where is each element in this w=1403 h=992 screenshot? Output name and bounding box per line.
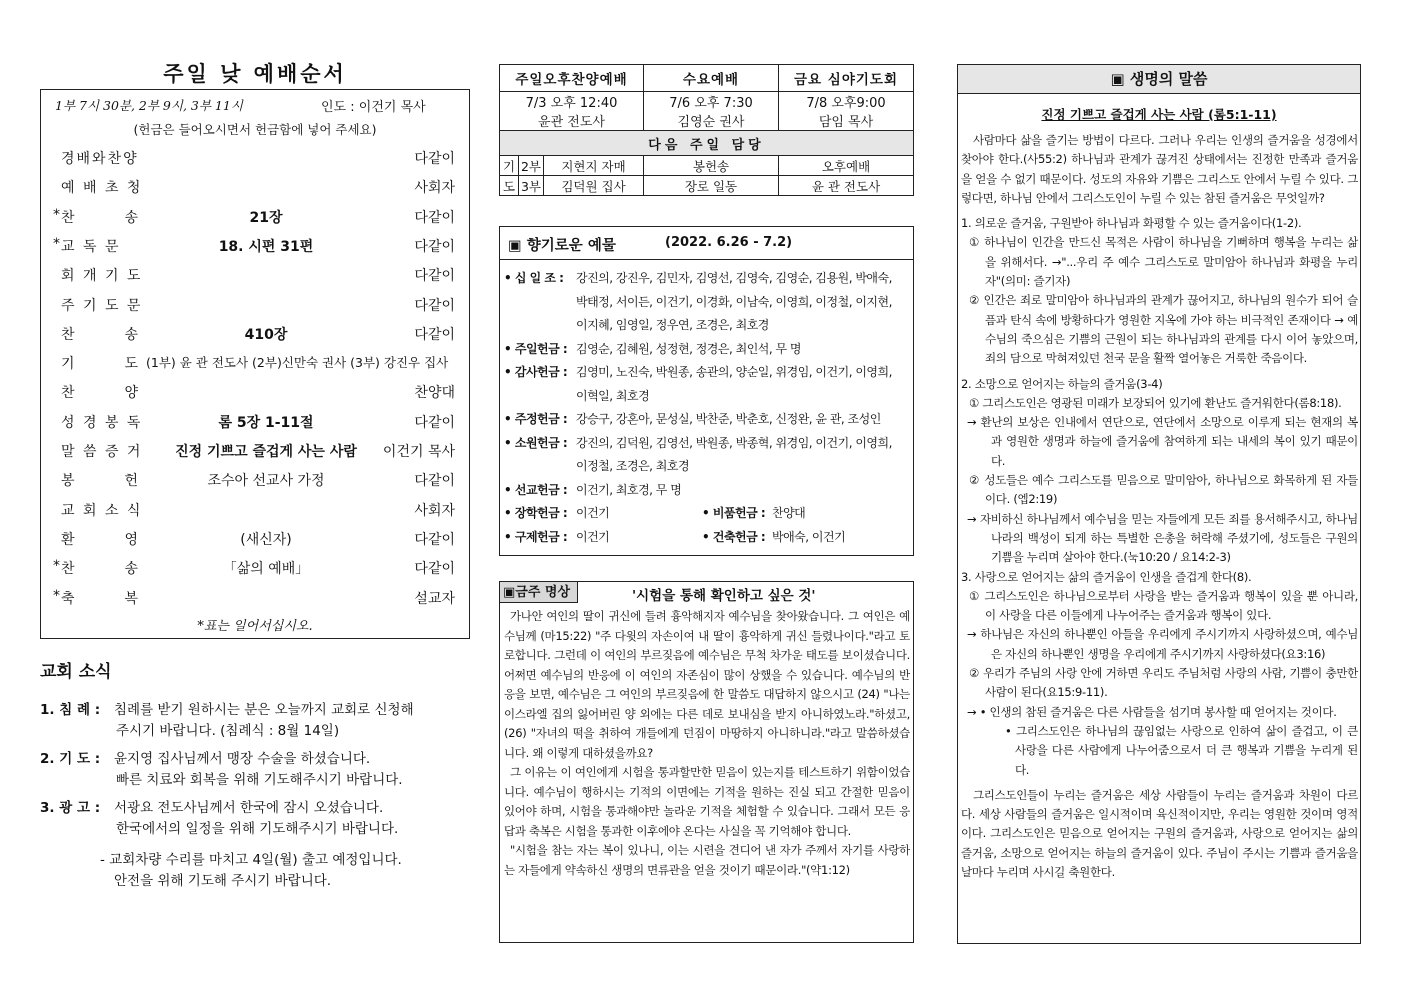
- sermon-subpoint: ① 그리스도인은 영광된 미래가 보장되어 있기에 환난도 즐거워한다(롬8:18).: [969, 395, 1342, 410]
- offering-names: 찬양대: [772, 506, 806, 520]
- order-item-person: 다같이: [414, 531, 455, 548]
- offering-type: • 비품헌금 :: [702, 506, 766, 520]
- sermon-point: 1. 의로운 즐거움, 구원받아 하나님과 화평할 수 있는 즐거움이다(1-2).: [961, 216, 1302, 231]
- order-item-content: 진정 기쁘고 즐겁게 사는 사람: [175, 444, 357, 460]
- order-item-label: 교 회 소 식: [61, 502, 143, 519]
- offering-names: 강진의, 김덕원, 김영선, 박원종, 박종혁, 위경임, 이건기, 이영희,: [576, 435, 892, 450]
- order-item-label: 주 기 도 문: [61, 297, 143, 314]
- order-item-label: 찬 양: [61, 385, 141, 402]
- offering-names: 이건기: [576, 529, 610, 544]
- offerings-title: ▣ 향기로운 예물: [508, 238, 616, 254]
- next-sunday-title: 다음 주일 담당: [500, 131, 914, 156]
- order-item-label: 성 경 봉 독: [61, 414, 143, 431]
- service-date: 7/3 오후 12:40: [500, 92, 644, 112]
- news-extra-line: - 교회차량 수리를 마치고 4일(월) 출고 예정입니다.: [100, 852, 402, 868]
- order-item-name: [61, 529, 161, 549]
- order-item-name: [61, 148, 161, 168]
- order-item-person: 다같이: [414, 297, 455, 314]
- order-item-name: [53, 235, 161, 256]
- news-extra: [100, 850, 402, 892]
- offering-names: 이건기: [576, 506, 610, 520]
- offering-names: 강진의, 강진우, 김민자, 김영선, 김영숙, 김영순, 김용원, 박애숙,: [576, 271, 892, 285]
- order-item-name: [61, 441, 161, 461]
- prayer-name: 김덕원 집사: [544, 176, 644, 196]
- evening-service-label: 오후예배: [779, 156, 914, 176]
- order-item-label: 축 복: [61, 590, 141, 607]
- order-item-content: 조수아 선교사 가정: [207, 473, 325, 490]
- prayer-label: 도: [500, 176, 519, 196]
- sermon-subpoint: → 하나님은 자신의 하나뿐인 아들을 우리에게 주시기까지 사랑하셨으며, 예수님은 자신의 하나뿐인 생명을 우리에게 주시기까지 사랑하셨다(요3:16): [967, 627, 1358, 661]
- order-item-person: 다같이: [414, 238, 455, 255]
- sermon-subpoint: → • 인생의 참된 즐거움은 다른 사람들을 섬기며 봉사할 때 얻어지는 것이다.: [967, 704, 1337, 719]
- news-label: 1. 침 례 :: [40, 702, 101, 718]
- order-item-label: 경배와찬양: [61, 151, 139, 167]
- order-item-content: (새신자): [240, 531, 292, 548]
- worship-order-box: [40, 89, 470, 639]
- sermon-subpoint: • 그리스도인은 하나님의 끊임없는 사랑으로 인하여 삶이 즐겁고, 이 큰사랑을 다른 사람에게 나누어줌으로서 더 큰 행복과 기쁨을 누리게 된다.: [1005, 723, 1358, 777]
- order-item-person: 찬양대: [414, 385, 455, 402]
- order-item-name: [61, 382, 161, 402]
- offerings-date: (2022. 6.26 - 7.2): [665, 235, 793, 250]
- order-item-person: 사회자: [414, 502, 455, 519]
- offering-names: 이건기, 최호경, 무 명: [576, 482, 682, 497]
- order-item-content: (1부) 윤 관 전도사 (2부)신만숙 권사 (3부) 강진우 집사: [146, 355, 449, 371]
- order-item-label: 봉 헌: [61, 473, 141, 490]
- service-leader: 인도 : 이건기 목사: [321, 100, 426, 115]
- service-header: 수요예배: [644, 65, 779, 92]
- offering-type: • 주일헌금 :: [504, 341, 568, 356]
- order-item-name: [61, 265, 161, 285]
- prayer-part: 2부: [519, 156, 544, 176]
- offerings-box: [499, 226, 914, 556]
- offering-type-label: [504, 363, 567, 380]
- sermon-intro: 사람마다 삶을 즐기는 방법이 다르다. 그러나 우리는 인생의 즐거움을 성경에서 찾아야 한다.(사55:2) 하나님과 관계가 끊겨진 상태에서는 진정한 만족과 즐거움을 얻을 수 없기 때문이다. 성도의 자유와 기쁨은 그리스도 안에서 누릴 수 있다. 그렇다면, 하나님 안에서 그리스도인이 누릴 수 있는 참된 즐거움은 무엇일까?: [961, 133, 1358, 205]
- order-item-name: [61, 324, 161, 344]
- offering-names: 강승구, 강혼아, 문성실, 박찬준, 박춘호, 신정완, 윤 관, 조성인: [576, 412, 881, 426]
- worship-order-row: [41, 412, 469, 441]
- services-table: [499, 64, 914, 196]
- meditation-box: [499, 581, 914, 943]
- order-item-person: 다같이: [414, 561, 455, 578]
- standing-mark: *: [53, 587, 62, 604]
- stand-note: *표는 일어서십시오.: [197, 619, 313, 634]
- meditation-title: '시험을 통해 확인하고 싶은 것': [632, 588, 816, 604]
- order-item-name: [61, 177, 161, 197]
- offering-names: 박태정, 서이든, 이건기, 이경화, 이남숙, 이영희, 이정철, 이지현,: [576, 294, 892, 309]
- sermon-subpoint: ② 성도들은 예수 그리스도를 믿음으로 말미암아, 하나님으로 화목하게 된 자들이다. (엡2:19): [969, 473, 1358, 507]
- offering-type: • 선교헌금 :: [504, 482, 568, 497]
- prayer-label: 기: [500, 156, 519, 176]
- news-label: 3. 광 고 :: [40, 800, 101, 816]
- church-news-title: 교회 소식: [40, 662, 112, 682]
- offering-names: 이혁일, 최호경: [576, 388, 650, 403]
- sermon-subpoint: ② 우리가 주님의 사랑 안에 거하면 우리도 주님처럼 사랑의 사람, 기쁨이 충만한 사람이 된다(요15:9-11).: [969, 666, 1358, 700]
- offering-note: (헌금은 들어오시면서 헌금함에 넣어 주세요): [133, 122, 377, 137]
- offering-names: 김영미, 노진숙, 박원종, 송관의, 양순일, 위경임, 이건기, 이영희,: [576, 365, 892, 379]
- order-item-person: 다같이: [414, 151, 455, 167]
- meditation-paragraph: 가나안 여인의 딸이 귀신에 들려 흉악해지자 예수님을 찾아왔습니다. 그 여인은 예수님께 (마15:22) "주 다윗의 자손이여 내 딸이 흉악하게 귀신 들렸나이다."라고 토로합니다. 그런데 이 여인의 부르짖음에 예수님은 무척 차가운 태도를 보이셨습니다. 어쩌면 예수님의 반응에 이 여인의 자존심이 많이 상했을 수 있습니다. 예수님의 반응을 보면, 예수님은 그 여인의 부르짖음에 한 말씀도 대답하지 않으시고 (24) "나는 이스라엘 집의 잃어버린 양 외에는 다른 데로 보내심을 받지 아니하였노라."하셨고, (26) "자녀의 떡을 취하여 개들에게 던짐이 마땅하지 아니하니라."라고 말씀하셨습니다. 왜 이렇게 대하셨을까요?: [504, 609, 910, 760]
- worship-order-row: [41, 529, 469, 558]
- order-item-content: 21장: [249, 209, 283, 226]
- service-date: 7/6 오후 7:30: [644, 92, 779, 112]
- sermon-header: ▣ 생명의 말씀: [958, 65, 1360, 94]
- order-item-person: 다같이: [414, 209, 455, 226]
- order-item-person: 다같이: [414, 414, 455, 431]
- worship-order-row: [41, 324, 469, 353]
- offering-type-label: [504, 340, 567, 357]
- offering-type: • 감사헌금 :: [504, 365, 568, 379]
- service-times: 1부 7시 30분, 2부 9시, 3부 11시: [55, 98, 243, 113]
- offering-song-value: 장로 일동: [644, 176, 779, 196]
- news-text: 침례를 받기 원하시는 분은 오늘까지 교회로 신청해: [114, 702, 414, 718]
- sermon-text: [961, 131, 1358, 882]
- worship-order-row: [41, 382, 469, 411]
- order-item-label: 교 독 문: [61, 238, 121, 255]
- order-item-name: [61, 500, 161, 520]
- order-item-label: 회 개 기 도: [61, 268, 143, 285]
- offering-type: • 주정헌금 :: [504, 412, 568, 426]
- meditation-paragraph: "시험을 참는 자는 복이 있나니, 이는 시련을 견디어 낸 자가 주께서 자기를 사랑하는 자들에게 약속하신 생명의 면류관을 얻을 것이기 때문이라."(약1:12): [504, 843, 910, 877]
- order-item-name: [53, 558, 161, 578]
- sermon-subpoint: ① 하나님이 인간을 만드신 목적은 사람이 하나님을 기뻐하며 행복을 누리는 삶을 위해서다. →"...우리 주 예수 그리스도로 말미암아 하나님과 화평을 누리자"(의미: 즐기자): [969, 235, 1358, 289]
- meditation-header: [500, 582, 913, 604]
- order-item-label: 찬 송: [61, 561, 141, 578]
- worship-order-row: [41, 353, 469, 382]
- offering-type: • 소원헌금 :: [504, 435, 568, 450]
- news-text: 윤지영 집사님께서 맹장 수술을 하셨습니다.: [114, 751, 371, 767]
- news-text: 빠른 치료와 회복을 위해 기도해주시기 바랍니다.: [116, 772, 403, 788]
- worship-order-row: [41, 441, 469, 470]
- sermon-box: [957, 64, 1361, 944]
- order-item-label: 찬 송: [61, 326, 141, 343]
- offering-type: • 장학헌금 :: [504, 506, 568, 520]
- meditation-paragraph: 그 이유는 이 여인에게 시험을 통과할만한 믿음이 있는지를 테스트하기 위함이었습니다. 예수님이 행하시는 기적의 이면에는 기적을 원하는 진실 되고 간절한 믿음이 있어야 하며, 시험을 통과해야만 놀라운 기적을 체험할 수 있습니다. 그래서 모든 응답과 축복은 시험을 통과한 이후에야 온다는 사실을 꼭 기억해야 합니다.: [504, 765, 910, 838]
- meditation-label: ▣금주 명상: [500, 582, 578, 603]
- worship-order-row: [41, 207, 469, 236]
- order-item-name: [61, 412, 161, 432]
- order-item-label: 말 씀 증 거: [61, 444, 143, 460]
- news-item: [40, 749, 403, 791]
- service-preacher: 윤관 전도사: [500, 111, 644, 131]
- order-item-content: 「삶의 예배」: [222, 561, 310, 578]
- news-label: 2. 기 도 :: [40, 751, 101, 767]
- service-preacher: 담임 목사: [779, 111, 914, 131]
- order-item-person: 이건기 목사: [382, 444, 455, 460]
- order-item-name: [53, 206, 161, 227]
- worship-order-row: [41, 236, 469, 265]
- order-item-label: 예 배 초 청: [61, 180, 143, 197]
- worship-order-row: [41, 588, 469, 617]
- service-preacher: 김영순 권사: [644, 111, 779, 131]
- worship-order-row: [41, 177, 469, 206]
- news-item: [40, 798, 398, 840]
- order-item-label: 찬 송: [61, 209, 141, 226]
- offering-names: 이지혜, 임영일, 정우연, 조경은, 최호경: [576, 318, 769, 332]
- offering-type: • 십 일 조 :: [504, 271, 564, 285]
- offering-type: • 건축헌금 :: [702, 529, 766, 544]
- offering-song-label: 봉헌송: [644, 156, 779, 176]
- worship-order-row: [41, 295, 469, 324]
- order-item-person: 사회자: [414, 180, 455, 197]
- news-extra-line: 안전을 위해 기도해 주시기 바랍니다.: [114, 873, 332, 889]
- offering-names: 박애숙, 이건기: [772, 529, 846, 544]
- offerings-header: [500, 227, 913, 260]
- standing-mark: *: [53, 235, 62, 252]
- prayer-part: 3부: [519, 176, 544, 196]
- offering-names: 김영순, 김혜원, 성정현, 정경은, 최인석, 무 명: [576, 341, 802, 356]
- news-item: [40, 700, 414, 742]
- order-item-name: [61, 470, 161, 490]
- standing-mark: *: [53, 206, 62, 223]
- order-item-person: 다같이: [414, 268, 455, 285]
- sermon-subtitle: 진정 기쁘고 즐겁게 사는 사람 (롬5:1-11): [1041, 107, 1277, 122]
- sermon-subpoint: ② 인간은 죄로 말미암아 하나님과의 관계가 끊어지고, 하나님의 원수가 되어 슬픔과 탄식 속에 방황하다가 영원한 지옥에 가야 하는 비극적인 존재이다 → 예수님의 죽으심은 기쁨의 근원이 되는 하나님과의 관계를 다시 이어 놓았으며, 죄의 담으로 막혀져있던 천국 문을 활짝 열어놓은 거룩한 죽음이다.: [969, 293, 1358, 366]
- meditation-text: [504, 607, 910, 880]
- worship-order-row: [41, 500, 469, 529]
- sermon-subpoint: → 환난의 보상은 인내에서 연단으로, 연단에서 소망으로 이루게 되는 현재의 복과 영원한 생명과 하늘에 즐거움에 참여하게 되는 내세의 복이 있기 때문이다.: [967, 415, 1358, 468]
- sermon-subpoint: ① 그리스도인은 하나님으로부터 사랑을 받는 즐거움과 행복이 있을 뿐 아니라, 이 사랑을 다른 이들에게 나누어주는 즐거움과 행복이 있다.: [969, 588, 1358, 623]
- order-item-content: 18. 시편 31편: [218, 238, 314, 255]
- news-text: 한국에서의 일정을 위해 기도해주시기 바랍니다.: [116, 821, 399, 837]
- news-text: 서광요 전도사님께서 한국에 잠시 오셨습니다.: [114, 800, 384, 816]
- offering-names: 이정철, 조경은, 최호경: [576, 459, 690, 473]
- offering-type-label: [504, 434, 567, 451]
- worship-order-row: [41, 265, 469, 294]
- order-item-person: 다같이: [414, 326, 455, 343]
- worship-order-title: 주일 낮 예배순서: [163, 62, 347, 86]
- standing-mark: *: [53, 558, 62, 575]
- sermon-subpoint: → 자비하신 하나님께서 예수님을 믿는 자들에게 모든 죄를 용서해주시고, 하나님 나라의 백성이 되게 하는 특별한 은총을 허락해 주셨기에, 성도들은 구원의 기쁨을 누리며 살아야 한다.(눅10:20 / 요14:2-3): [967, 511, 1358, 565]
- order-item-label: 기 도: [61, 356, 141, 373]
- sermon-point: 2. 소망으로 얻어지는 하늘의 즐거움(3-4): [961, 376, 1163, 391]
- news-text: 주시기 바랍니다. (침례식 : 8월 14일): [116, 723, 340, 739]
- sermon-point: 3. 사랑으로 얻어지는 삶의 즐거움이 인생을 즐겁게 한다(8).: [961, 569, 1252, 584]
- offering-type-label: [504, 481, 567, 498]
- worship-order-row: [41, 470, 469, 499]
- offering-type: • 구제헌금 :: [504, 529, 568, 544]
- order-item-person: 설교자: [414, 590, 455, 607]
- evening-service-value: 윤 관 전도사: [779, 176, 914, 196]
- order-item-content: 410장: [244, 326, 288, 343]
- order-item-name: [53, 587, 161, 608]
- offering-type-label: [504, 269, 563, 286]
- service-header: 주일오후찬양예배: [500, 65, 644, 92]
- service-header: 금요 심야기도회: [779, 65, 914, 92]
- order-item-label: 환 영: [61, 531, 141, 548]
- prayer-name: 지현지 자매: [544, 156, 644, 176]
- order-item-content: 롬 5장 1-11절: [218, 414, 314, 431]
- sermon-outro: 그리스도인들이 누리는 즐거움은 세상 사람들이 누리는 즐거움과 차원이 다르다. 세상 사람들의 즐거움은 일시적이며 육신적이지만, 우리는 영원한 것이며 영적이다. 그리스도인은 믿음으로 얻어지는 구원의 즐거움과, 사랑으로 얻어지는 삶의 즐거움, 소망으로 얻어지는 하늘의 즐거움이 있다. 주님이 주시는 기쁨과 즐거움을 날마다 누리며 사시길 축원한다.: [961, 787, 1358, 879]
- worship-order-row: [41, 148, 469, 177]
- worship-order-row: [41, 558, 469, 587]
- order-item-person: 다같이: [414, 473, 455, 490]
- order-item-name: [61, 295, 161, 315]
- service-date: 7/8 오후9:00: [779, 92, 914, 112]
- offering-type-label: [504, 410, 567, 427]
